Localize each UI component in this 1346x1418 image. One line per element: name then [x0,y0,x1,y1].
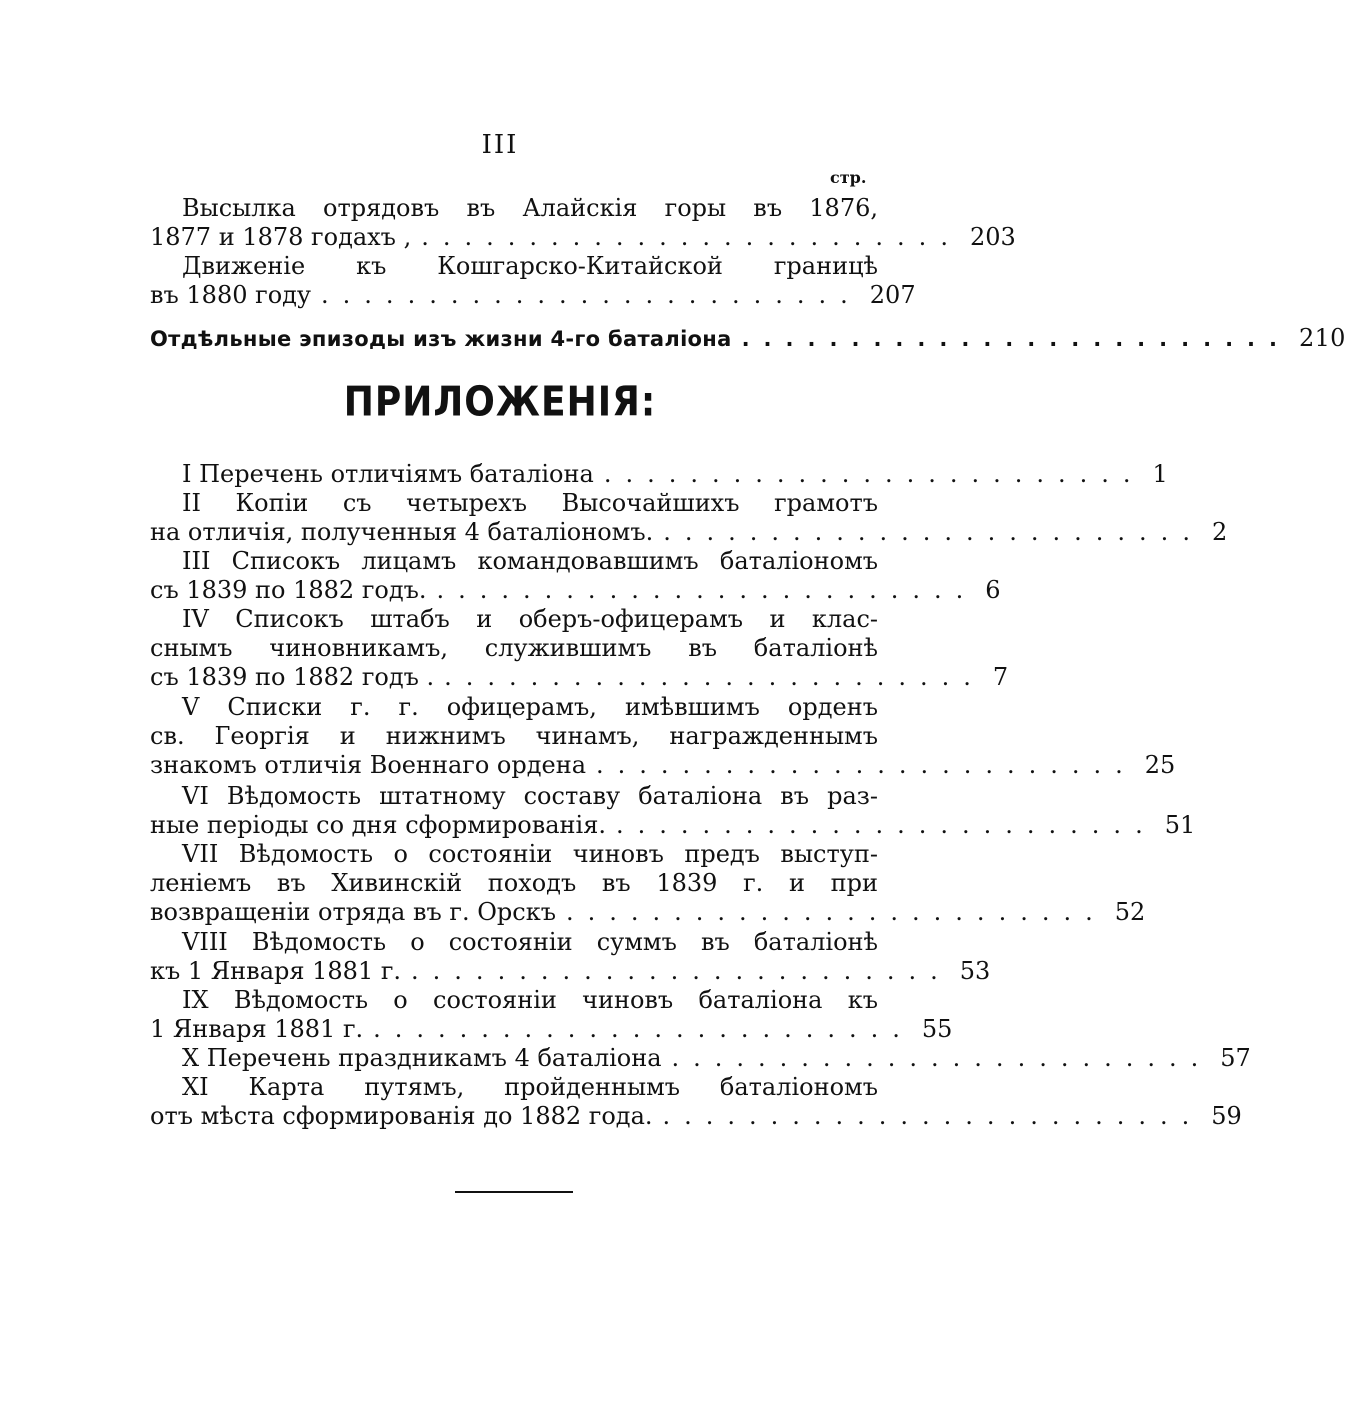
toc-line-last [150,223,1016,252]
appendix-entry-6[interactable] [150,782,1196,840]
toc-line: VII Вѣдомость о состояніи чиновъ предъ выступ- [182,840,878,868]
toc-line: Высылка отрядовъ въ Алайскія горы въ 1876, [182,194,878,222]
toc-line-last [150,957,991,986]
page-ref: 6 [985,576,1001,604]
toc-text: возвращеніи отряда въ г. Орскъ [150,898,556,926]
page-ref: 2 [1211,518,1228,546]
toc-line-last [150,811,1196,840]
toc-text: отъ мѣста сформированія до 1882 года. [150,1102,653,1130]
appendix-entry-10[interactable] [150,1044,1251,1073]
page-ref: 51 [1164,811,1196,839]
toc-text: знакомъ отличія Военнаго ордена [150,751,587,779]
leader-dots: ......................... [411,957,952,985]
appendix-entry-8[interactable] [150,928,991,986]
toc-entry-kashgar[interactable] [150,252,916,310]
leader-dots: ......................... [373,1015,914,1043]
appendix-entry-7[interactable] [150,840,1146,927]
toc-line: IX Вѣдомость о состояніи чиновъ баталіона къ [182,986,878,1014]
toc-line: III Списокъ лицамъ командовавшимъ баталіономъ [182,547,878,575]
toc-line: II Копіи съ четырехъ Высочайшихъ грамотъ [182,489,878,517]
toc-text: въ 1880 году [150,281,312,309]
toc-text: на отличія, полученныя 4 баталіономъ. [150,518,654,546]
appendix-entry-11[interactable] [150,1073,1242,1131]
leader-dots: ......................... [615,811,1157,839]
page-ref: 207 [869,281,916,309]
toc-text: 1 Января 1881 г. [150,1015,364,1043]
leader-dots: ......................... [421,223,962,251]
leader-dots: ......................... [565,898,1107,926]
page-ref: 59 [1211,1102,1242,1130]
leader-dots: ......................... [663,518,1204,546]
leader-dots: ......................... [662,1102,1204,1130]
page-ref: 55 [921,1015,953,1043]
toc-line: Движеніе къ Кошгарско-Китайской границѣ [182,252,878,280]
toc-line: снымъ чиновникамъ, служившимъ въ баталіонѣ [150,634,878,662]
toc-entry-episodes[interactable] [150,324,1346,353]
toc-line: V Списки г. г. офицерамъ, имѣвшимъ орденъ [182,693,878,721]
page-number: III [481,130,519,160]
toc-text: къ 1 Января 1881 г. [150,957,402,985]
appendices-heading: ПРИЛОЖЕНІЯ: [343,378,657,427]
leader-dots: ......................... [321,281,862,309]
appendix-entry-3[interactable] [150,547,1001,605]
leader-dots: ......................... [671,1044,1213,1072]
toc-line-last [150,663,1009,692]
toc-line-last [150,751,1176,780]
leader-dots: ......................... [603,460,1145,488]
leader-dots: ......................... [741,327,1292,351]
toc-text: X Перечень праздникамъ 4 баталіона [182,1044,662,1072]
page-ref: 210 [1299,324,1346,352]
page-ref: 57 [1220,1044,1251,1072]
page-ref: 203 [969,223,1016,251]
toc-text: I Перечень отличіямъ баталіона [182,460,594,488]
leader-dots: ......................... [436,576,978,604]
toc-line-last [150,1044,1251,1073]
toc-line-last [150,324,1346,353]
page-ref: 1 [1152,460,1168,488]
leader-dots: ......................... [596,751,1137,779]
toc-line-last [150,1102,1242,1131]
toc-line: XI Карта путямъ, пройденнымъ баталіономъ [182,1073,878,1101]
toc-line: VIII Вѣдомость о состояніи суммъ въ баталіонѣ [182,928,878,956]
toc-line: VI Вѣдомость штатному составу баталіона въ раз- [182,782,878,810]
closing-rule [455,1191,573,1193]
toc-line-last [150,576,1001,605]
toc-entry-alai[interactable] [150,194,1016,252]
toc-line-last [150,518,1228,547]
toc-line-last [150,460,1168,489]
toc-line: IV Списокъ штабъ и оберъ-офицерамъ и клас- [182,605,878,633]
page-ref: 25 [1144,751,1176,779]
page-ref: 7 [992,663,1009,691]
toc-line: леніемъ въ Хивинскій походъ въ 1839 г. и при [150,869,878,897]
page-ref: 53 [959,957,991,985]
toc-line-last [150,1015,953,1044]
toc-text: съ 1839 по 1882 годъ . [150,663,435,691]
toc-text: 1877 и 1878 годахъ , [150,223,412,251]
toc-line: св. Георгія и нижнимъ чинамъ, награжденнымъ [150,722,878,750]
leader-dots: ......................... [444,663,985,691]
appendix-entry-9[interactable] [150,986,953,1044]
page-ref: 52 [1114,898,1146,926]
appendix-entry-4[interactable] [150,605,1009,692]
appendix-entry-2[interactable] [150,489,1228,547]
toc-line-last [150,281,916,310]
toc-text: Отдѣльные эпизоды изъ жизни 4-го баталіона [150,327,732,351]
toc-text: ные періоды со дня сформированія. [150,811,606,839]
toc-line-last [150,898,1146,927]
appendix-entry-5[interactable] [150,693,1176,780]
appendix-entry-1[interactable] [150,460,1168,489]
page-column-label: стр. [830,168,867,187]
toc-text: съ 1839 по 1882 годъ. [150,576,427,604]
